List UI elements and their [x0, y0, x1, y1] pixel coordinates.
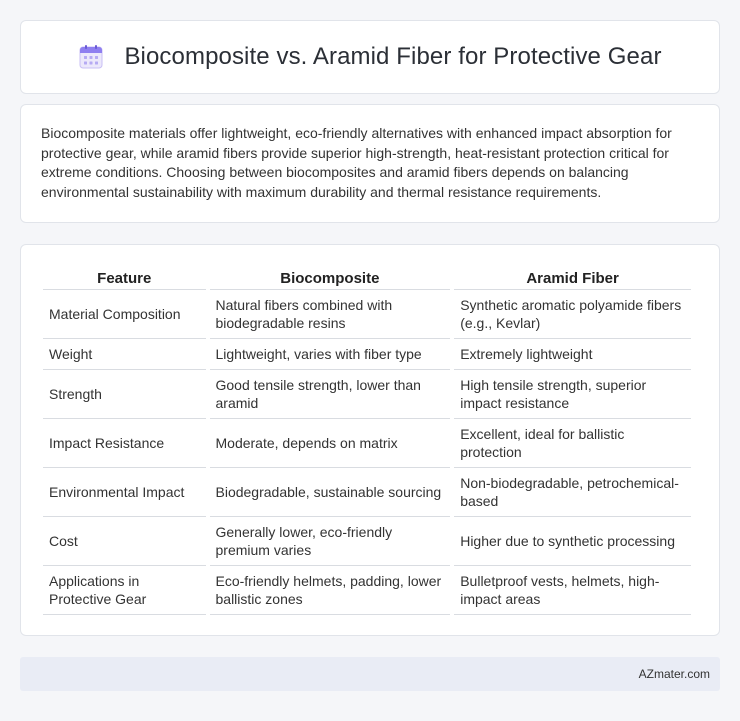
table-row [43, 419, 691, 468]
cell-aramid: Higher due to synthetic processing [454, 517, 691, 566]
comparison-table [39, 266, 695, 615]
cell-aramid: High tensile strength, superior impact resistance [454, 370, 691, 419]
cell-biocomposite: Eco-friendly helmets, padding, lower ballistic zones [210, 566, 451, 615]
cell-feature: Impact Resistance [43, 419, 206, 468]
cell-feature: Environmental Impact [43, 468, 206, 517]
cell-feature: Cost [43, 517, 206, 566]
header-biocomposite: Biocomposite [210, 266, 451, 290]
cell-biocomposite: Generally lower, eco-friendly premium varies [210, 517, 451, 566]
cell-aramid: Excellent, ideal for ballistic protection [454, 419, 691, 468]
table-row [43, 290, 691, 339]
cell-feature: Strength [43, 370, 206, 419]
cell-biocomposite: Good tensile strength, lower than aramid [210, 370, 451, 419]
page-title: Biocomposite vs. Aramid Fiber for Protective Gear [124, 43, 662, 70]
title-wrap [78, 43, 661, 71]
header-feature: Feature [43, 266, 206, 290]
cell-biocomposite: Biodegradable, sustainable sourcing [210, 468, 451, 517]
summary-paragraph: Biocomposite materials offer lightweight, eco-friendly alternatives with enhanced impact absorption for protective gear, while aramid fibers provide superior high-strength, heat-resistant protection critical for extreme conditions. Choosing between biocomposites and aramid fibers depends on balancing environmental sustainability with maximum durability and thermal resistance requirements. [41, 125, 672, 200]
table-row [43, 566, 691, 615]
table-row [43, 517, 691, 566]
header-aramid: Aramid Fiber [454, 266, 691, 290]
cell-biocomposite: Natural fibers combined with biodegradable resins [210, 290, 451, 339]
table-header-row [43, 266, 691, 290]
footer-site-name: AZmater.com [638, 667, 710, 681]
summary-card [20, 104, 720, 223]
cell-feature: Applications in Protective Gear [43, 566, 206, 615]
cell-feature: Material Composition [43, 290, 206, 339]
cell-feature: Weight [43, 339, 206, 370]
calendar-icon [78, 44, 104, 70]
title-card [20, 20, 720, 94]
cell-biocomposite: Moderate, depends on matrix [210, 419, 451, 468]
table-row [43, 339, 691, 370]
cell-aramid: Bulletproof vests, helmets, high-impact areas [454, 566, 691, 615]
cell-aramid: Non-biodegradable, petrochemical-based [454, 468, 691, 517]
table-row [43, 468, 691, 517]
table-row [43, 370, 691, 419]
footer-bar [20, 657, 720, 691]
cell-biocomposite: Lightweight, varies with fiber type [210, 339, 451, 370]
comparison-card [20, 244, 720, 636]
cell-aramid: Extremely lightweight [454, 339, 691, 370]
cell-aramid: Synthetic aromatic polyamide fibers (e.g., Kevlar) [454, 290, 691, 339]
